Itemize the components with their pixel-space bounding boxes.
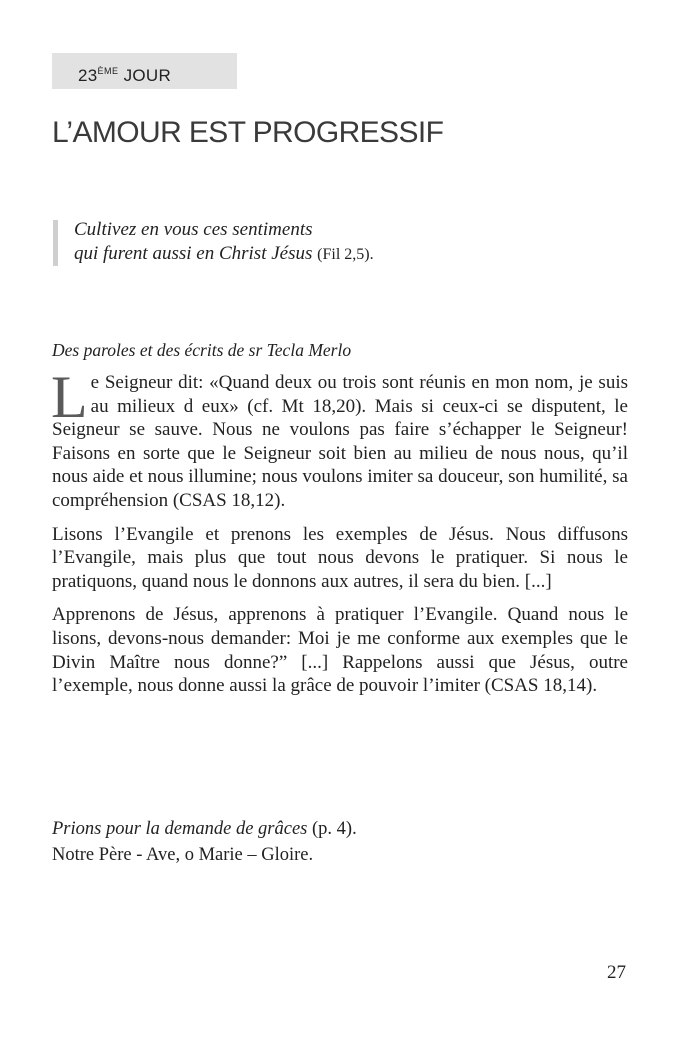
day-word: JOUR [123, 66, 172, 85]
page-title: L’AMOUR EST PROGRESSIF [52, 116, 444, 149]
paragraph-3: Apprenons de Jésus, apprenons à pratiquer l’Evangile. Quand nous le lisons, devons-nous demander: Moi je me conforme aux exemples que le Divin Maître nous donne?” [...] Rappelons aussi que Jésus, outre l’exemple, nous donne aussi la grâce de pouvoir l’imiter (CSAS 18,14). [52, 604, 628, 697]
body-text [51, 364, 628, 708]
epigraph [74, 218, 374, 267]
epigraph-reference: (Fil 2,5). [317, 246, 374, 263]
paragraph-1 [51, 364, 628, 513]
paragraph-2: Lisons l’Evangile et prenons les exemples de Jésus. Nous diffusons l’Evangile, mais plus que tout nous devons le pratiquer. Si nous le pratiquons, quand nous le donnons aux autres, il sera du bien. [...] [52, 523, 628, 592]
epigraph-line-2: qui furent aussi en Christ Jésus [74, 243, 313, 264]
prayer-list: Notre Père - Ave, o Marie – Gloire. [52, 845, 314, 865]
dropcap: L [51, 364, 88, 430]
day-number: 23 [78, 66, 98, 85]
day-label-box [52, 53, 237, 89]
prayer-block [52, 816, 357, 868]
prayer-reference: (p. 4). [307, 819, 357, 839]
prayer-instruction: Prions pour la demande de grâces [52, 819, 308, 839]
paragraph-1-text: e Seigneur dit: «Quand deux ou trois sont réunis en mon nom, je suis au milieux d eux» (cf. Mt 18,20). Mais si ceux-ci se disputent, le Seigneur se sauve. Nous ne voulons pas faire s’échapper le Seigneur! Faisons en sorte que le Seigneur soit bien au milieu de nous nous, qu’il nous aide et nous illumine; nous voulons imiter sa douceur, son humilité, sa compréhension (CSAS 18,12). [52, 372, 628, 511]
page-number: 27 [607, 962, 626, 983]
epigraph-line-1: Cultivez en vous ces sentiments [74, 219, 313, 240]
quote-bar [53, 220, 58, 266]
day-suffix: ÈME [97, 66, 119, 76]
source-heading: Des paroles et des écrits de sr Tecla Merlo [52, 340, 352, 360]
